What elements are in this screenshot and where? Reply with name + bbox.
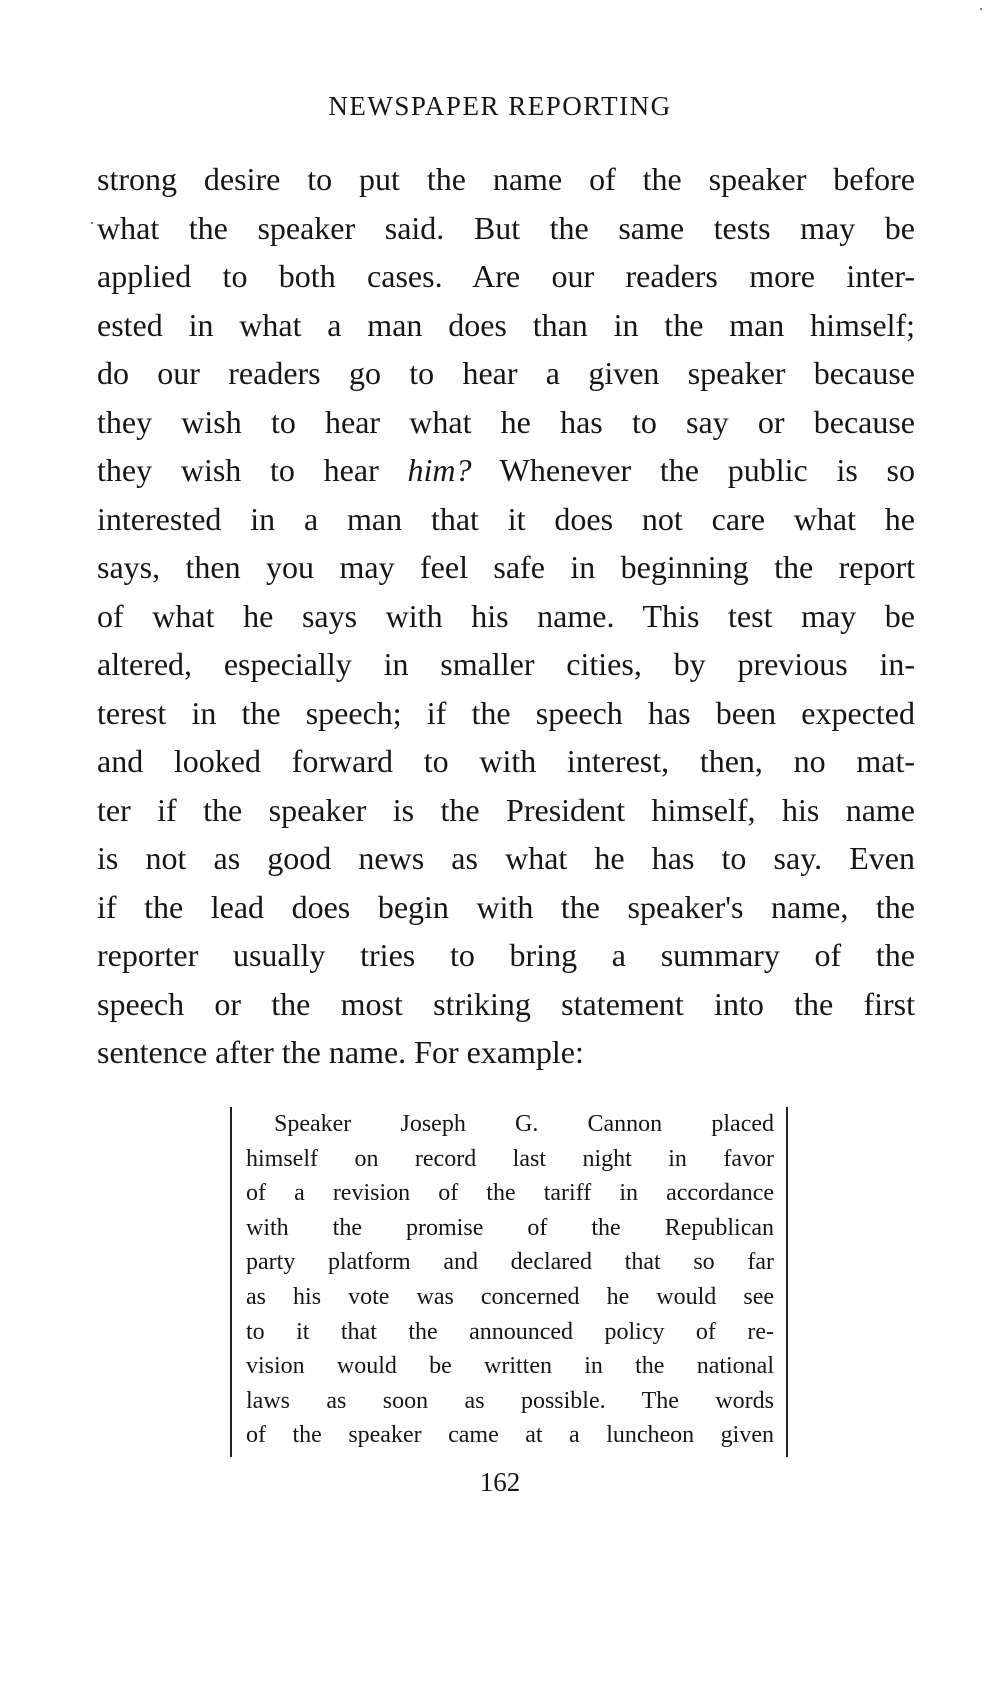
body-line: altered, especially in smaller cities, by previous in-: [97, 646, 915, 682]
body-line: sentence after the name. For example:: [97, 1034, 584, 1070]
quote-line: vision would be written in the national: [246, 1353, 774, 1380]
body-line: reporter usually tries to bring a summary of the: [97, 937, 915, 973]
quoted-example-text: [246, 1107, 774, 1453]
body-line: speech or the most striking statement into the first: [97, 985, 915, 1022]
quote-line: of a revision of the tariff in accordance: [246, 1180, 774, 1207]
body-line: they wish to hear what he has to say or because: [97, 403, 915, 440]
body-line: if the lead does begin with the speaker's name, the: [97, 888, 915, 925]
quote-line: party platform and declared that so far: [246, 1249, 774, 1276]
italic-emphasis: him?: [407, 452, 472, 488]
body-line: applied to both cases. Are our readers more inter-: [97, 258, 915, 294]
quote-line: with the promise of the Republican: [246, 1214, 774, 1241]
body-line: says, then you may feel safe in beginning the report: [97, 549, 915, 585]
scan-speck: [980, 8, 982, 10]
body-line: interested in a man that it does not care what he: [97, 500, 915, 537]
body-line: terest in the speech; if the speech has been expected: [97, 694, 915, 731]
quote-line: laws as soon as possible. The words: [246, 1387, 774, 1414]
italic-line-after: Whenever the public is so: [471, 452, 916, 488]
italic-line-before: they wish to hear: [97, 452, 408, 488]
body-line: ested in what a man does than in the man himself;: [97, 306, 915, 343]
body-line: is not as good news as what he has to say. Even: [97, 840, 915, 876]
scan-speck: [91, 222, 93, 224]
quote-line: as his vote was concerned he would see: [246, 1283, 774, 1310]
quote-line: of the speaker came at a luncheon given: [246, 1422, 774, 1449]
body-line: of what he says with his name. This test may be: [97, 597, 915, 634]
body-line: ter if the speaker is the President himself, his name: [97, 791, 915, 828]
page-number: 162: [479, 1467, 521, 1497]
body-line: and looked forward to with interest, then, no mat-: [97, 743, 915, 779]
body-line: what the speaker said. But the same tests may be: [97, 209, 915, 246]
body-paragraph: [97, 155, 915, 1077]
running-head: NEWSPAPER REPORTING: [328, 91, 672, 121]
body-line-with-italic: [97, 446, 915, 495]
body-line: strong desire to put the name of the speaker before: [97, 161, 915, 197]
quote-line: to it that the announced policy of re-: [246, 1318, 774, 1345]
quote-line: Speaker Joseph G. Cannon placed: [274, 1111, 774, 1137]
quoted-example-box: [230, 1107, 788, 1457]
quote-line: himself on record last night in favor: [246, 1145, 774, 1172]
body-line: do our readers go to hear a given speaker because: [97, 355, 915, 391]
